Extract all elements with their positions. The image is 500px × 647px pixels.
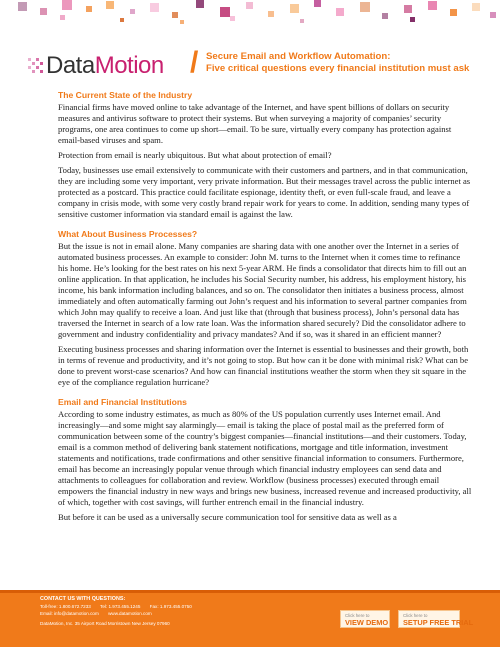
- logo-prefix: Data: [46, 52, 95, 79]
- pixel-square: [268, 11, 274, 17]
- paragraph: Executing business processes and sharing information over the Internet is essential to businesses and their growth, both in terms of revenue and productivity, and it’s not going to stop. But how can it be done with minimal risk? What can be done to prevent worst-case scenarios? And how can financial institutions weather the storm when they sit square in the eye of the compliance regulation hurricane?: [58, 344, 469, 387]
- pixel-square: [428, 1, 437, 10]
- logo-dot: [32, 62, 35, 65]
- pixel-square: [40, 8, 47, 15]
- pixel-square: [290, 4, 299, 13]
- pixel-square: [336, 8, 344, 16]
- title-line-1: Secure Email and Workflow Automation:: [206, 51, 391, 62]
- datamotion-logo: [28, 52, 188, 80]
- article-body: [58, 90, 472, 523]
- setup-free-trial-button[interactable]: [398, 610, 474, 628]
- pixel-square: [450, 9, 457, 16]
- pixel-square: [490, 12, 496, 18]
- title-line-2: Five critical questions every financial institution must ask: [206, 63, 470, 74]
- pixel-square: [18, 2, 27, 11]
- pixel-square: [106, 1, 114, 9]
- pixel-square: [130, 9, 135, 14]
- paragraph: Protection from email is nearly ubiquitous. But what about protection of email?: [58, 150, 332, 160]
- decorative-pixel-band: [0, 0, 500, 30]
- paragraph: But before it can be used as a universally secure communication tool for sensitive data as well as a: [58, 512, 397, 522]
- paragraph: But the issue is not in email alone. Many companies are sharing data with one another over the Internet in a series of automated business processes. An example to consider: John M. turns to the Internet when it comes time to refinance his home. He’s looking for the best rates on his next 5-year ARM. He finds a consolidator that directs him to fill out an online application. In that application, he includes his Social Security number, his address, his employment history, his income, his bank information including balances, and so on. The consolidator then initiates a business process, almost immediately and often automatically farming out John’s request and his information to several partner companies from which John may qualify to receive a loan. And just like that (through that business process), John’s personal data has traversed the Internet in search of a low rate loan. Was the information shared securely? Did the consolidator adhere to government and industry confidentiality and privacy mandates? And if so, was it shared in an efficient manner?: [58, 241, 467, 339]
- paragraph: Today, businesses use email extensively to communicate with their customers and partners, and in that communication, they are including some very important, very private information. But their messages travel across the public internet as protected as a postcard. This practice could facilitate espionage, identity theft, or even full-scale fraud, and leave a company in crisis mode, with some very costly brand repair work for years to come. In addition, sending many types of sensitive customer information via standard email is against the law.: [58, 165, 471, 219]
- pixel-square: [86, 6, 92, 12]
- pixel-square: [410, 17, 415, 22]
- view-demo-button[interactable]: [340, 610, 390, 628]
- tollfree-number: Toll-free: 1.800.672.7233: [40, 604, 91, 609]
- logo-accent: Motion: [94, 52, 164, 79]
- pixel-square: [62, 0, 72, 10]
- contact-info: [40, 596, 200, 627]
- fax-number: Fax: 1.973.455.0750: [149, 604, 192, 609]
- pixel-square: [172, 12, 178, 18]
- pixel-square: [300, 19, 304, 23]
- section-heading: Email and Financial Institutions: [58, 397, 187, 407]
- pixel-square: [220, 7, 230, 17]
- logo-dot: [40, 62, 43, 65]
- pixel-square: [314, 0, 321, 7]
- pixel-square: [150, 3, 159, 12]
- pixel-square: [180, 20, 184, 24]
- pixel-square: [404, 5, 412, 13]
- company-address: DataMotion, Inc. 35 Airport Road Morristown New Jersey 07960: [40, 621, 170, 626]
- pixel-square: [120, 18, 124, 22]
- document-header: [28, 48, 488, 88]
- cta-label: SETUP FREE TRIAL: [403, 618, 474, 627]
- logo-dot: [32, 70, 35, 73]
- pixel-square: [230, 16, 235, 21]
- email-link[interactable]: Email: info@datamotion.com: [40, 611, 99, 616]
- pixel-square: [60, 15, 65, 20]
- logo-dot: [28, 66, 31, 69]
- tel-number: Tel: 1.973.455.1245: [100, 604, 141, 609]
- footer-bar: [0, 590, 500, 647]
- contact-title: CONTACT US WITH QUESTIONS:: [40, 596, 126, 602]
- logo-dot: [36, 66, 39, 69]
- pixel-square: [382, 13, 388, 19]
- logo-mark: [28, 58, 44, 74]
- paragraph: According to some industry estimates, as much as 80% of the US population currently uses Internet email. And increasingly—and some might say alarmingly— email is taking the place of postal mail as the preferred form of communication between some of the country’s biggest companies—financial institutions—and their customers. Today, email is a common method of delivering bank statement notifications, mortgage and title information, investment statements and notifications, trade confirmations and other sensitive financial information to consumers. Furthermore, email has become an increasingly popular venue through which financial industry employees can send data and attachments to colleagues for collaboration and review. Workflow (business processes) executed through email empowers the financial industry in new ways and brings new business, increased revenue and increased productivity, all of which, together with cost savings, will further entrench email in the financial industry.: [58, 409, 472, 507]
- pixel-square: [246, 2, 253, 9]
- footer-top-rule: [0, 590, 500, 593]
- pixel-square: [360, 2, 370, 12]
- section-heading: The Current State of the Industry: [58, 90, 193, 100]
- website-link[interactable]: www.datamotion.com: [108, 611, 152, 616]
- cta-label: VIEW DEMO: [345, 618, 389, 627]
- pixel-square: [196, 0, 204, 8]
- cta-caption: Click here to: [345, 613, 370, 618]
- paragraph: Financial firms have moved online to take advantage of the Internet, and have spent billions of dollars on security measures and antivirus software to protect their systems. But when surveying a majority of companies’ security programs, one area continues to come up short—email. To be sure, virtually every company has protection against email-based viruses and spam.: [58, 102, 452, 145]
- logo-dot: [40, 70, 43, 73]
- logo-dot: [28, 58, 31, 61]
- document-title: [206, 51, 496, 75]
- slash-divider-icon: /: [190, 46, 199, 79]
- section-heading: What About Business Processes?: [58, 229, 198, 239]
- cta-caption: Click here to: [403, 613, 428, 618]
- pixel-square: [472, 3, 480, 11]
- logo-dot: [36, 58, 39, 61]
